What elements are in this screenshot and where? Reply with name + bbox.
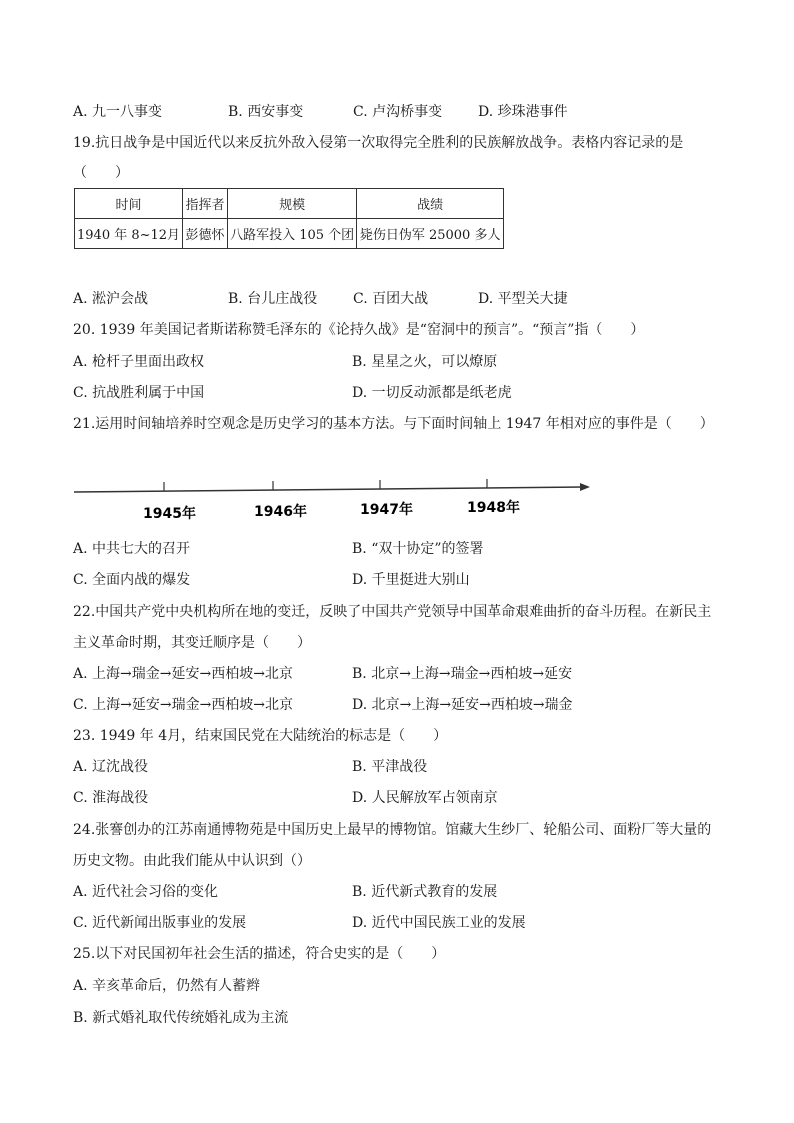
q25-option-a: A. 辛亥革命后，仍然有人蓄辫 <box>73 978 261 994</box>
table-header: 指挥者 <box>183 189 228 219</box>
q24-stem-line1: 24.张謇创办的江苏南通博物苑是中国历史上最早的博物馆。馆藏大生纱厂、轮船公司、面粉厂等大量的 <box>73 822 712 838</box>
table-header: 战绩 <box>357 189 504 219</box>
q22-stem-line2: 主义革命时期，其变迁顺序是（ ） <box>73 635 311 651</box>
q21-option-c: C. 全面内战的爆发 <box>73 572 191 588</box>
q20-option-d: D. 一切反动派都是纸老虎 <box>352 385 512 401</box>
table-cell: 八路军投入 105 个团 <box>228 219 357 249</box>
q21-timeline <box>70 470 600 530</box>
q19-option-c: C. 百团大战 <box>353 291 429 307</box>
q20-stem: 20. 1939 年美国记者斯诺称赞毛泽东的《论持久战》是“窑洞中的预言”。“预言”指（ ） <box>73 322 645 338</box>
table-cell: 1940 年 8~12月 <box>75 219 183 249</box>
q21-stem: 21.运用时间轴培养时空观念是历史学习的基本方法。与下面时间轴上 1947 年相对应的事件是（ ） <box>73 416 714 432</box>
q25-option-b: B. 新式婚礼取代传统婚礼成为主流 <box>73 1010 289 1026</box>
q20-option-a: A. 枪杆子里面出政权 <box>73 354 205 370</box>
q22-stem-line1: 22.中国共产党中央机构所在地的变迁，反映了中国共产党领导中国革命艰难曲折的奋斗历程。在新民主 <box>73 604 712 620</box>
q19-paren: （ ） <box>73 165 129 181</box>
q24-option-a: A. 近代社会习俗的变化 <box>73 884 219 900</box>
timeline-label: 1945年 <box>143 506 196 522</box>
q24-stem-line2: 历史文物。由此我们能从中认识到（） <box>73 853 311 869</box>
table-cell: 彭德怀 <box>183 219 228 249</box>
q19-stem: 19.抗日战争是中国近代以来反抗外敌入侵第一次取得完全胜利的民族解放战争。表格内容记录的是 <box>73 135 684 151</box>
q24-option-b: B. 近代新式教育的发展 <box>352 884 498 900</box>
timeline-label: 1947年 <box>360 502 413 518</box>
q19-table <box>74 188 504 249</box>
q23-option-a: A. 辽沈战役 <box>73 759 149 775</box>
table-header-row <box>75 189 504 219</box>
q18-option-c: C. 卢沟桥事变 <box>353 104 443 120</box>
timeline-label: 1946年 <box>254 504 307 520</box>
q18-option-a: A. 九一八事变 <box>73 104 163 120</box>
q22-option-c: C. 上海→延安→瑞金→西柏坡→北京 <box>73 697 294 713</box>
q21-option-d: D. 千里挺进大别山 <box>352 572 470 588</box>
q22-option-a: A. 上海→瑞金→延安→西柏坡→北京 <box>73 666 293 682</box>
table-header: 规模 <box>228 189 357 219</box>
table-header: 时间 <box>75 189 183 219</box>
q23-option-c: C. 淮海战役 <box>73 790 149 806</box>
table-row <box>75 219 504 249</box>
timeline-arrow-icon <box>580 483 590 491</box>
q19-option-d: D. 平型关大捷 <box>478 291 568 307</box>
q22-option-b: B. 北京→上海→瑞金→西柏坡→延安 <box>352 666 573 682</box>
q24-option-c: C. 近代新闻出版事业的发展 <box>73 915 247 931</box>
q23-option-b: B. 平津战役 <box>352 759 428 775</box>
q21-option-a: A. 中共七大的召开 <box>73 541 191 557</box>
q19-option-a: A. 淞沪会战 <box>73 291 149 307</box>
q18-option-b: B. 西安事变 <box>228 104 304 120</box>
q23-stem: 23. 1949 年 4月，结束国民党在大陆统治的标志是（ ） <box>73 728 448 744</box>
q24-option-d: D. 近代中国民族工业的发展 <box>352 915 526 931</box>
q18-option-d: D. 珍珠港事件 <box>478 104 568 120</box>
timeline-label: 1948年 <box>467 500 520 516</box>
timeline-axis <box>74 487 584 492</box>
q19-option-b: B. 台儿庄战役 <box>228 291 318 307</box>
q20-option-b: B. 星星之火，可以燎原 <box>352 354 498 370</box>
table-cell: 毙伤日伪军 25000 多人 <box>357 219 504 249</box>
q21-option-b: B. “双十协定”的签署 <box>352 541 484 557</box>
q20-option-c: C. 抗战胜利属于中国 <box>73 385 205 401</box>
q25-stem: 25.以下对民国初年社会生活的描述，符合史实的是（ ） <box>73 946 446 962</box>
q22-option-d: D. 北京→上海→延安→西柏坡→瑞金 <box>352 697 573 713</box>
q23-option-d: D. 人民解放军占领南京 <box>352 790 498 806</box>
